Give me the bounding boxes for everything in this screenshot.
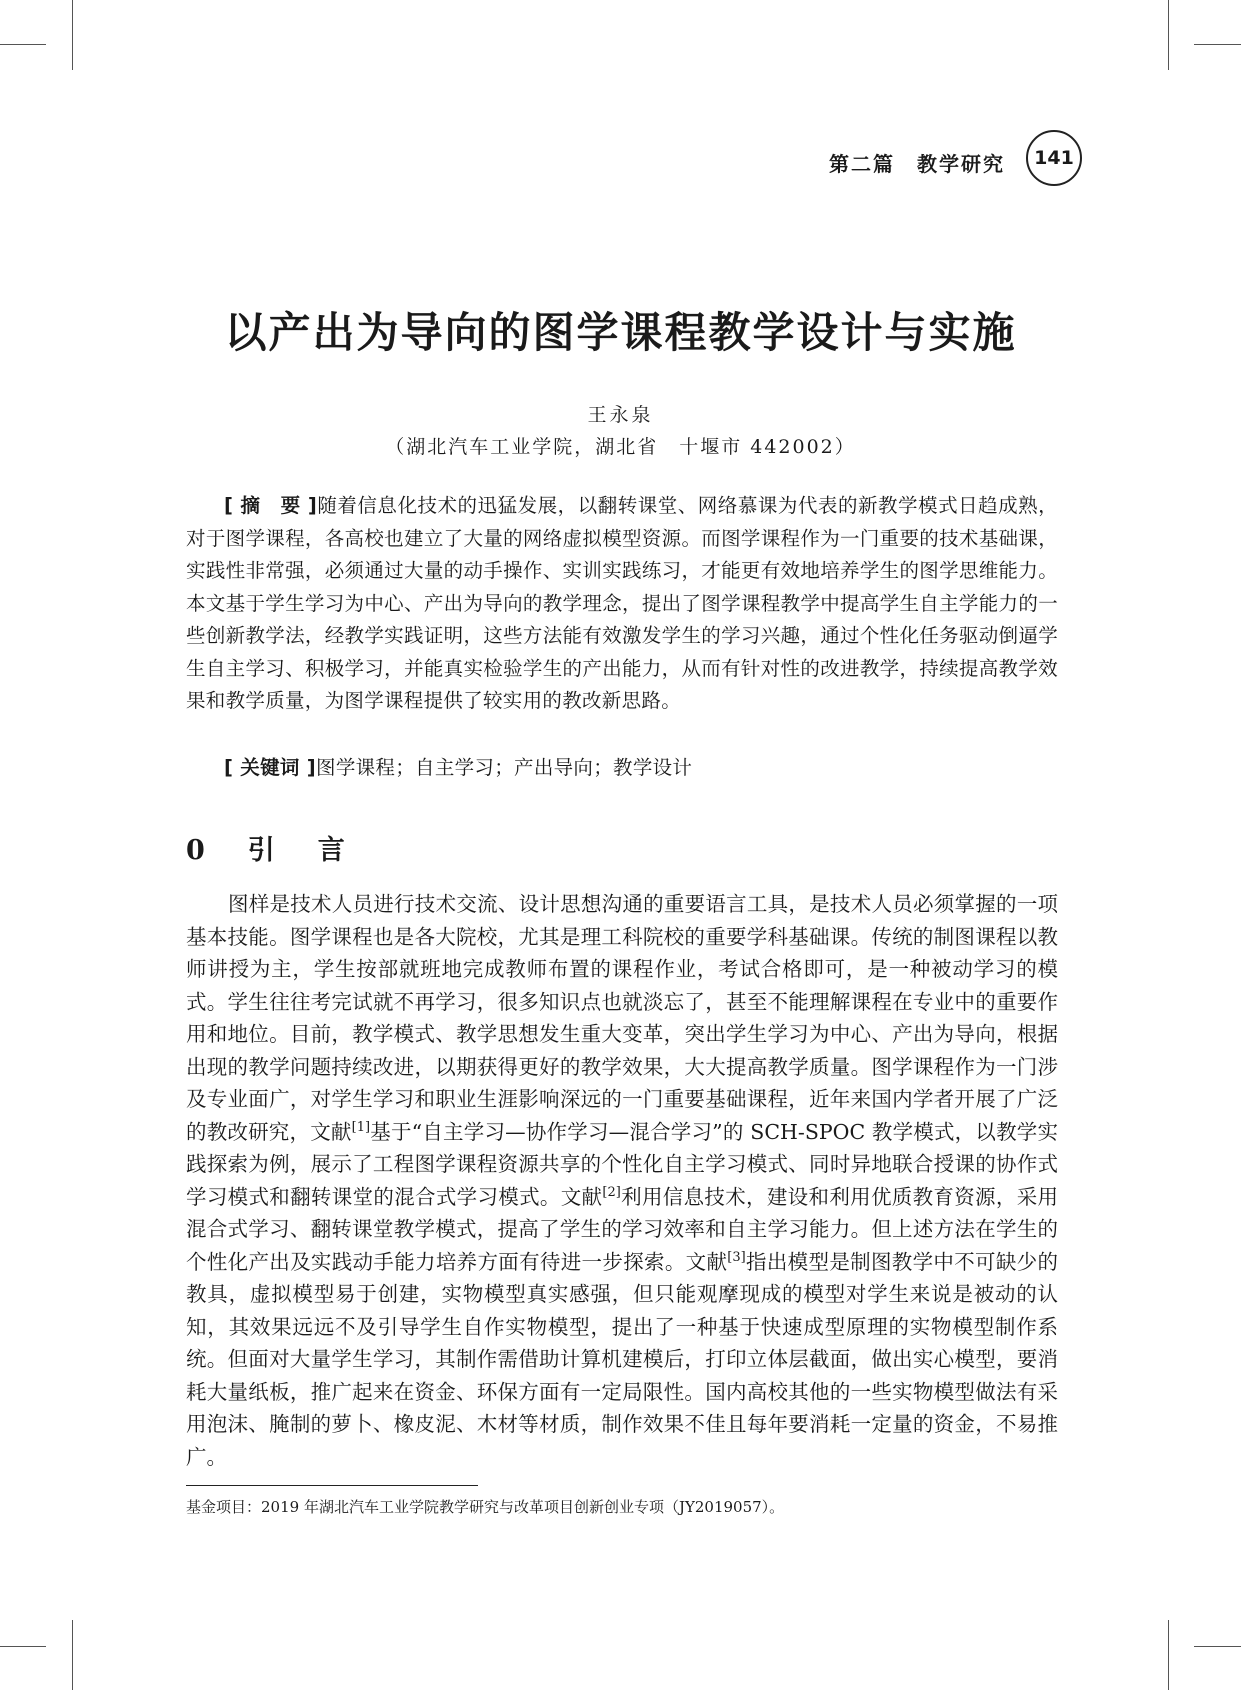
section-heading: 0 引 言 [186, 835, 353, 866]
body-segment: 基于“自主学习—协作学习—混合学习”的 SCH-SPOC 教学模式，以教学实践探索为例，展示了工程图学课程资源共享的个性化自主学习模式、同时异地联合授课的协作式学习模式和翻转课堂的混合式学习模式。文献 [186, 1119, 1058, 1209]
running-header [0, 128, 1241, 188]
citation-3: [3] [727, 1249, 746, 1265]
crop-mark [72, 0, 73, 70]
body-paragraph [186, 888, 1058, 1473]
keywords-label: [ 关键词 ] [224, 756, 317, 779]
body-segment: 利用信息技术，建设和利用优质教育资源，采用混合式学习、翻转课堂教学模式，提高了学生的学习效率和自主学习能力。但上述方法在学生的个性化产出及实践动手能力培养方面有待进一步探索。文献 [186, 1184, 1059, 1274]
crop-mark [1168, 0, 1169, 70]
citation-1: [1] [351, 1119, 371, 1135]
crop-mark [72, 1620, 73, 1690]
running-header-section: 第二篇 教学研究 [829, 152, 1005, 176]
body-segment: 图样是技术人员进行技术交流、设计思想沟通的重要语言工具，是技术人员必须掌握的一项基本技能。图学课程也是各大院校，尤其是理工科院校的重要学科基础课。传统的制图课程以教师讲授为主，学生按部就班地完成教师布置的课程作业，考试合格即可，是一种被动学习的模式。学生往往考完试就不再学习，很多知识点也就淡忘了，甚至不能理解课程在专业中的重要作用和地位。目前，教学模式、教学思想发生重大变革，突出学生学习为中心、产出为导向，根据出现的教学问题持续改进，以期获得更好的教学效果，大大提高教学质量。图学课程作为一门涉及专业面广，对学生学习和职业生涯影响深远的一门重要基础课程，近年来国内学者开展了广泛的教改研究，文献 [186, 892, 1058, 1144]
crop-mark [0, 1646, 46, 1647]
page-number: 141 [1026, 130, 1082, 186]
crop-mark [1194, 44, 1241, 45]
author-affiliation: （湖北汽车工业学院，湖北省 十堰市 442002） [385, 436, 856, 458]
body-segment: 指出模型是制图教学中不可缺少的教具，虚拟模型易于创建，实物模型真实感强，但只能观摩现成的模型对学生来说是被动的认知，其效果远远不及引导学生自作实物模型，提出了一种基于快速成型原理的实物模型制作系统。但面对大量学生学习，其制作需借助计算机建模后，打印立体层截面，做出实心模型，要消耗大量纸板，推广起来在资金、环保方面有一定局限性。国内高校其他的一些实物模型做法有采用泡沫、腌制的萝卜、橡皮泥、木材等材质，制作效果不佳且每年要消耗一定量的资金，不易推广。 [186, 1249, 1059, 1469]
abstract-paragraph [186, 490, 1058, 718]
crop-mark [1194, 1646, 1241, 1647]
crop-mark [1168, 1620, 1169, 1690]
body-text [186, 888, 1058, 1473]
abstract [186, 490, 1058, 718]
crop-mark [0, 44, 46, 45]
citation-2: [2] [602, 1184, 621, 1200]
abstract-label: [ 摘 要 ] [224, 494, 318, 517]
author-name: 王永泉 [587, 404, 654, 426]
keywords-text: 图学课程；自主学习；产出导向；教学设计 [316, 756, 693, 779]
footnote: 基金项目：2019 年湖北汽车工业学院教学研究与改革项目创新创业专项（JY2019057）。 [186, 1498, 785, 1516]
footnote-rule [186, 1485, 478, 1486]
keywords [224, 752, 1058, 784]
paper-title: 以产出为导向的图学课程教学设计与实施 [224, 308, 1017, 357]
abstract-text: 随着信息化技术的迅猛发展，以翻转课堂、网络慕课为代表的新教学模式日趋成熟，对于图学课程，各高校也建立了大量的网络虚拟模型资源。而图学课程作为一门重要的技术基础课，实践性非常强，必须通过大量的动手操作、实训实践练习，才能更有效地培养学生的图学思维能力。本文基于学生学习为中心、产出为导向的教学理念，提出了图学课程教学中提高学生自主学能力的一些创新教学法，经教学实践证明，这些方法能有效激发学生的学习兴趣，通过个性化任务驱动倒逼学生自主学习、积极学习，并能真实检验学生的产出能力，从而有针对性的改进教学，持续提高教学效果和教学质量，为图学课程提供了较实用的教改新思路。 [186, 494, 1058, 712]
